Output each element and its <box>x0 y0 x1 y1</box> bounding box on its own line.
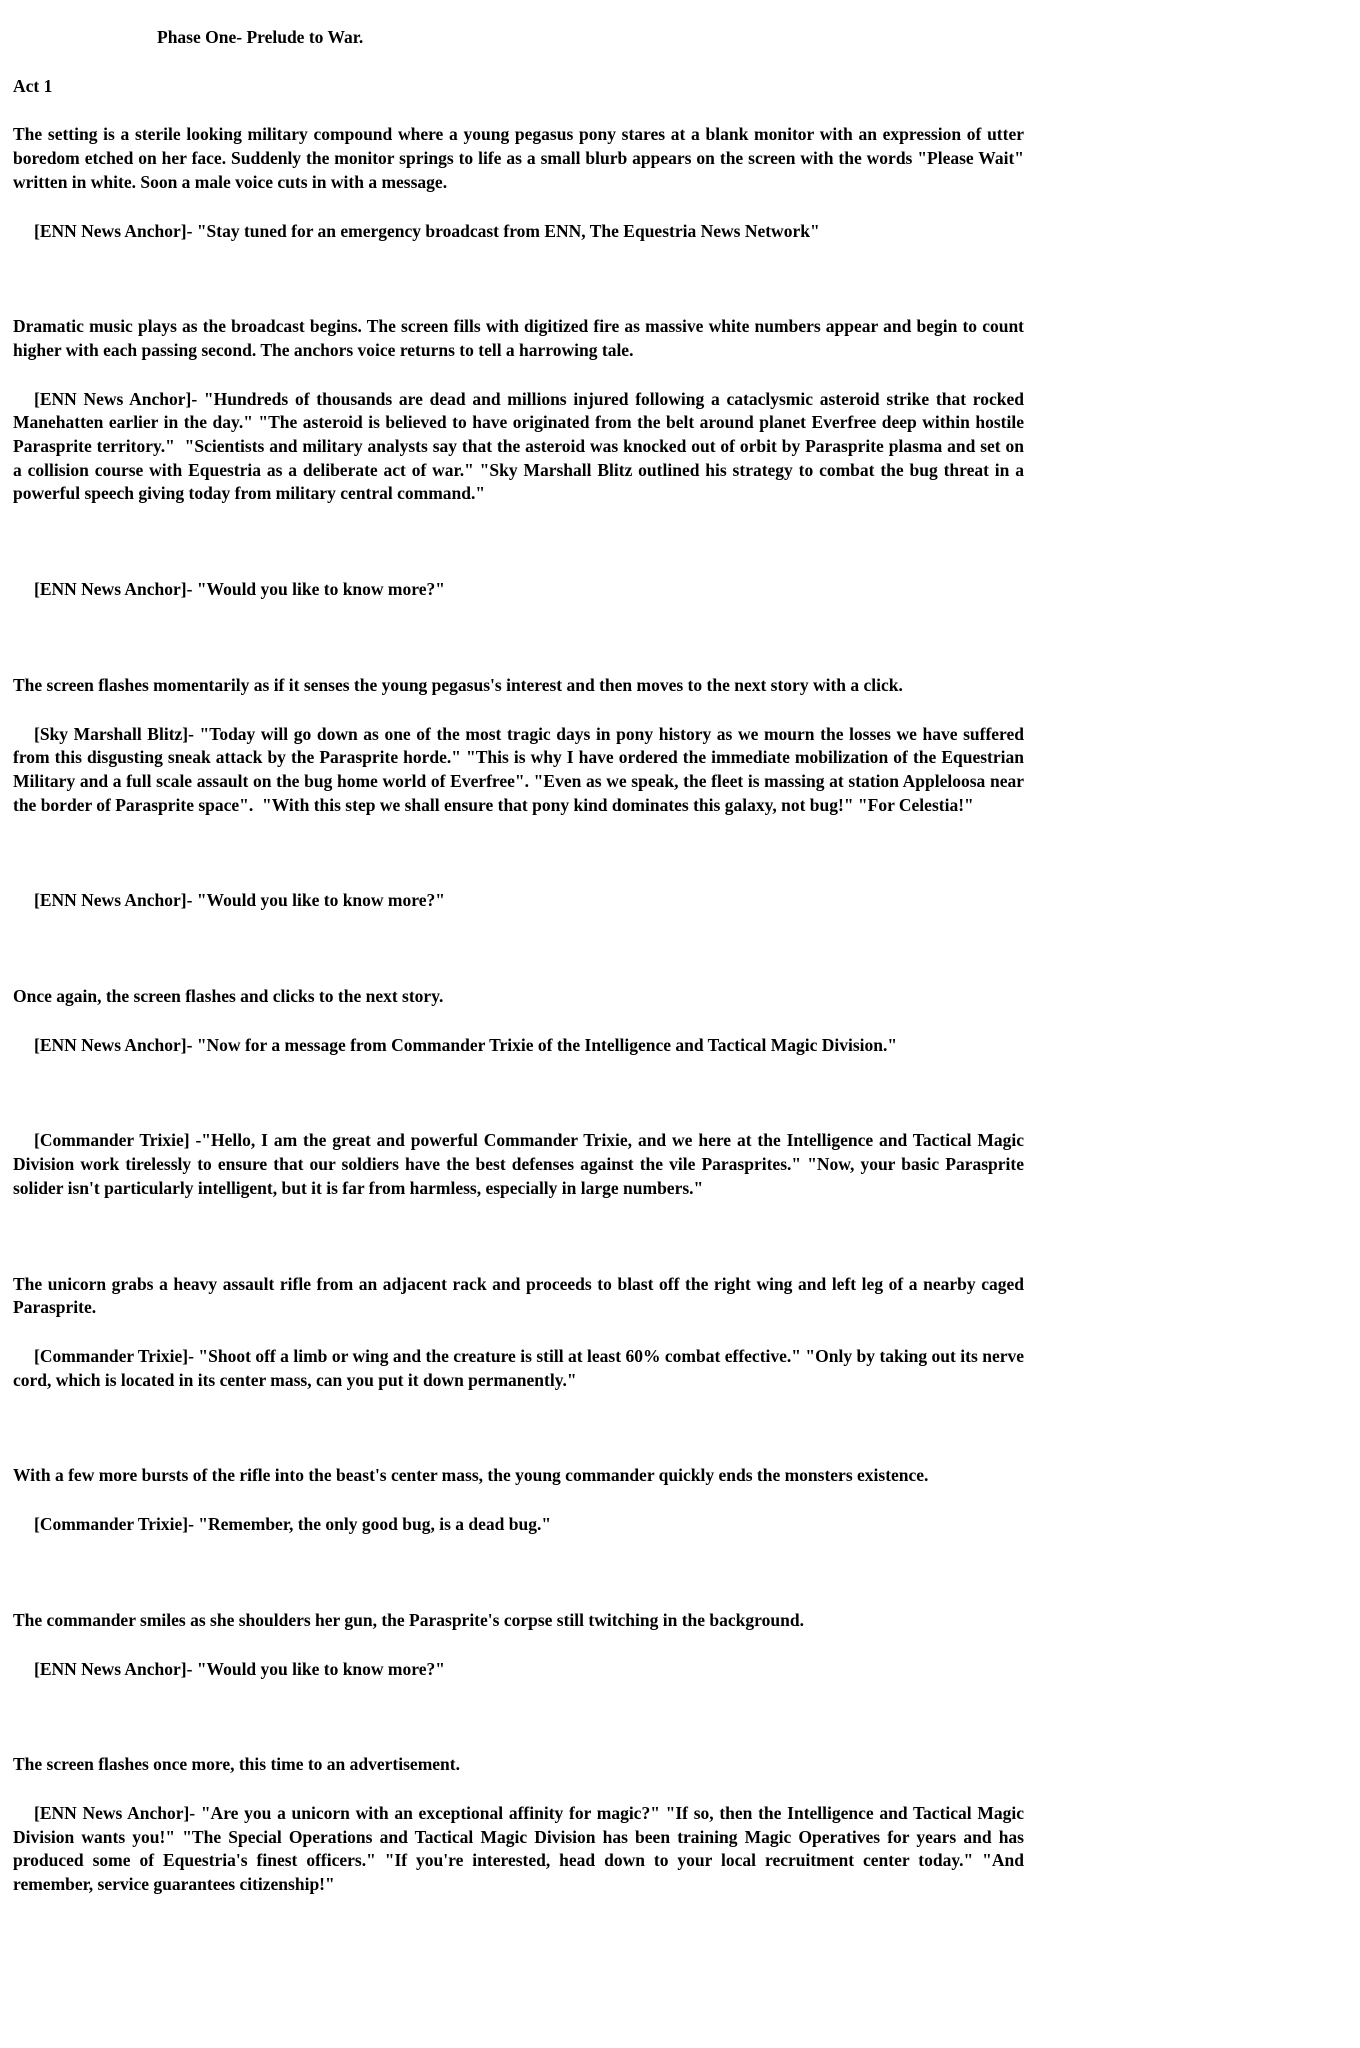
dialogue-quote: [ENN News Anchor]- "Are you a unicorn with an exceptional affinity for magic?" "If so, then the Intelligence and Tactical Magic Division wants you!" "The Special Operations and Tactical Magic Division has been training Magic Operatives for years and has produced some of Equestria's finest officers." "If you're interested, head down to your local recruitment center today." "And remember, service guarantees citizenship!" <box>13 1802 1029 1895</box>
dialogue-quote: [Commander Trixie]- "Shoot off a limb or wing and the creature is still at least 60% combat effective." "Only by taking out its nerve cord, which is located in its center mass, can you put it down permanently." <box>13 1345 1029 1390</box>
dialogue-quote: [ENN News Anchor]- "Hundreds of thousands are dead and millions injured following a cataclysmic asteroid strike that rocked Manehatten earlier in the day." "The asteroid is believed to have originated from the belt around planet Everfree deep within hostile Parasprite territory." "Scientists and military analysts say that the asteroid was knocked out of orbit by Parasprite plasma and set on a collision course with Equestria as a deliberate act of war." "Sky Marshall Blitz outlined his strategy to combat the bug threat in a powerful speech giving today from military central command." <box>13 388 1029 504</box>
dialogue-quote: [ENN News Anchor]- "Stay tuned for an emergency broadcast from ENN, The Equestria News Network" <box>34 220 820 241</box>
story-paragraph: Once again, the screen flashes and clicks to the next story. <box>13 986 444 1007</box>
page-title: Phase One- Prelude to War. <box>157 27 364 47</box>
dialogue-quote: [ENN News Anchor]- "Would you like to know more?" <box>34 890 445 911</box>
story-paragraph: Dramatic music plays as the broadcast begins. The screen fills with digitized fire as massive white numbers appear and begin to count higher with each passing second. The anchors voice returns to tell a harrowing tale. <box>13 316 1029 360</box>
story-paragraph: The screen flashes momentarily as if it senses the young pegasus's interest and then moves to the next story with a click. <box>13 674 903 695</box>
story-paragraph: The commander smiles as she shoulders her gun, the Parasprite's corpse still twitching in the background. <box>13 1609 804 1630</box>
story-paragraph: The screen flashes once more, this time to an advertisement. <box>13 1754 460 1775</box>
dialogue-quote: [Commander Trixie] -"Hello, I am the great and powerful Commander Trixie, and we here at the Intelligence and Tactical Magic Division work tirelessly to ensure that our soldiers have the best defenses against the vile Parasprites." "Now, your basic Parasprite solider isn't particularly intelligent, but it is far from harmless, especially in large numbers." <box>13 1130 1029 1198</box>
act-heading: Act 1 <box>13 75 53 96</box>
dialogue-quote: [Commander Trixie]- "Remember, the only good bug, is a dead bug." <box>34 1514 552 1535</box>
dialogue-quote: [Sky Marshall Blitz]- "Today will go down as one of the most tragic days in pony history as we mourn the losses we have suffered from this disgusting sneak attack by the Parasprite horde." "This is why I have ordered the immediate mobilization of the Equestrian Military and a full scale assault on the bug home world of Everfree". "Even as we speak, the fleet is massing at station Appleloosa near the border of Parasprite space". "With this step we shall ensure that pony kind dominates this galaxy, not bug!" "For Celestia!" <box>13 723 1029 815</box>
dialogue-quote: [ENN News Anchor]- "Would you like to know more?" <box>34 1658 445 1679</box>
dialogue-quote: [ENN News Anchor]- "Would you like to know more?" <box>34 579 445 600</box>
story-paragraph: With a few more bursts of the rifle into the beast's center mass, the young commander quickly ends the monsters existence. <box>13 1465 929 1486</box>
story-paragraph: The unicorn grabs a heavy assault rifle from an adjacent rack and proceeds to blast off the right wing and left leg of a nearby caged Parasprite. <box>13 1273 1029 1318</box>
dialogue-quote: [ENN News Anchor]- "Now for a message from Commander Trixie of the Intelligence and Tactical Magic Division." <box>34 1034 898 1055</box>
story-paragraph: The setting is a sterile looking military compound where a young pegasus pony stares at a blank monitor with an expression of utter boredom etched on her face. Suddenly the monitor springs to life as a small blurb appears on the screen with the words "Please Wait" written in white. Soon a male voice cuts in with a message. <box>13 124 1029 192</box>
